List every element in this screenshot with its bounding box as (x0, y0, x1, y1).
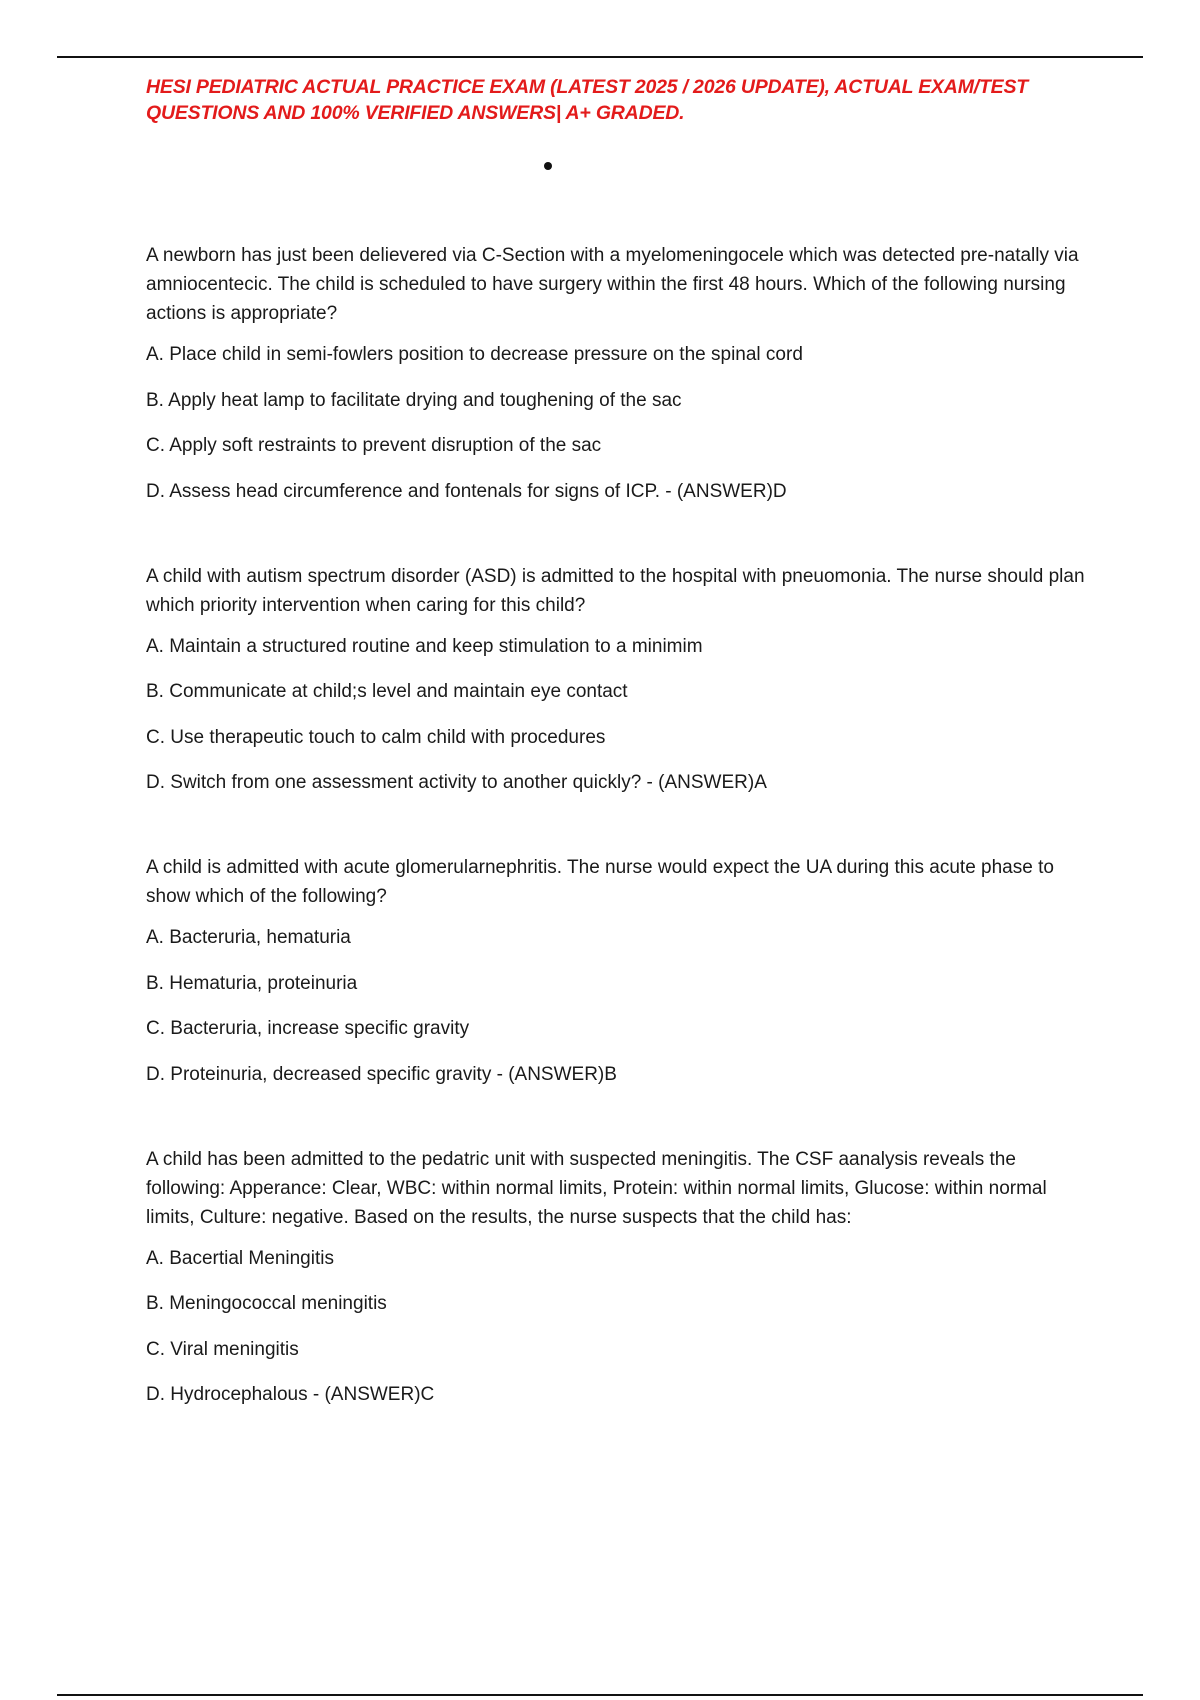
option-b: B. Apply heat lamp to facilitate drying and toughening of the sac (146, 389, 682, 411)
option-b: B. Meningococcal meningitis (146, 1293, 387, 1314)
bullet-icon (544, 162, 552, 170)
question-2 (146, 562, 1086, 798)
question-stem: A newborn has just been delievered via C-Section with a myelomeningocele which was detected pre-natally via amniocentecic. The child is scheduled to have surgery within the first 48 hours. Which of the following nursing actions is appropriate? (146, 245, 1079, 324)
option-a: A. Bacteruria, hematuria (146, 927, 351, 948)
question-stem: A child has been admitted to the pedatric unit with suspected meningitis. The CSF aanalysis reveals the following: Apperance: Clear, WBC: within normal limits, Protein: within normal limits, Glucose: within normal limits, Culture: negative. Based on the results, the nurse suspects that the child has: (146, 1148, 1047, 1228)
document-title: HESI PEDIATRIC ACTUAL PRACTICE EXAM (LATEST 2025 / 2026 UPDATE), ACTUAL EXAM/TEST QUESTIONS AND 100% VERIFIED ANSWERS| A+ GRADED. (146, 76, 1028, 124)
option-b: B. Hematuria, proteinuria (146, 972, 358, 994)
option-a: A. Place child in semi-fowlers position to decrease pressure on the spinal cord (146, 344, 803, 365)
option-d-answer: D. Switch from one assessment activity to another quickly? - (ANSWER)A (146, 772, 767, 793)
option-d-answer: D. Assess head circumference and fontenals for signs of ICP. - (ANSWER)D (146, 480, 787, 502)
option-c: C. Bacteruria, increase specific gravity (146, 1018, 470, 1039)
option-a: A. Bacertial Meningitis (146, 1247, 334, 1269)
bottom-rule (57, 1694, 1143, 1696)
question-1 (146, 241, 1086, 506)
option-c: C. Apply soft restraints to prevent disruption of the sac (146, 435, 602, 456)
question-list (146, 241, 1086, 1465)
option-d-answer: D. Hydrocephalous - (ANSWER)C (146, 1384, 435, 1405)
question-stem: A child is admitted with acute glomerularnephritis. The nurse would expect the UA during this acute phase to show which of the following? (146, 857, 1054, 907)
question-4 (146, 1145, 1086, 1410)
option-a: A. Maintain a structured routine and keep stimulation to a minimim (146, 635, 703, 657)
option-c: C. Viral meningitis (146, 1338, 299, 1360)
option-c: C. Use therapeutic touch to calm child with procedures (146, 726, 606, 748)
option-d-answer: D. Proteinuria, decreased specific gravity - (ANSWER)B (146, 1063, 617, 1085)
option-b: B. Communicate at child;s level and maintain eye contact (146, 681, 628, 702)
question-stem: A child with autism spectrum disorder (ASD) is admitted to the hospital with pneuomonia. The nurse should plan which priority intervention when caring for this child? (146, 565, 1085, 616)
top-rule (57, 56, 1143, 58)
question-3 (146, 853, 1086, 1089)
